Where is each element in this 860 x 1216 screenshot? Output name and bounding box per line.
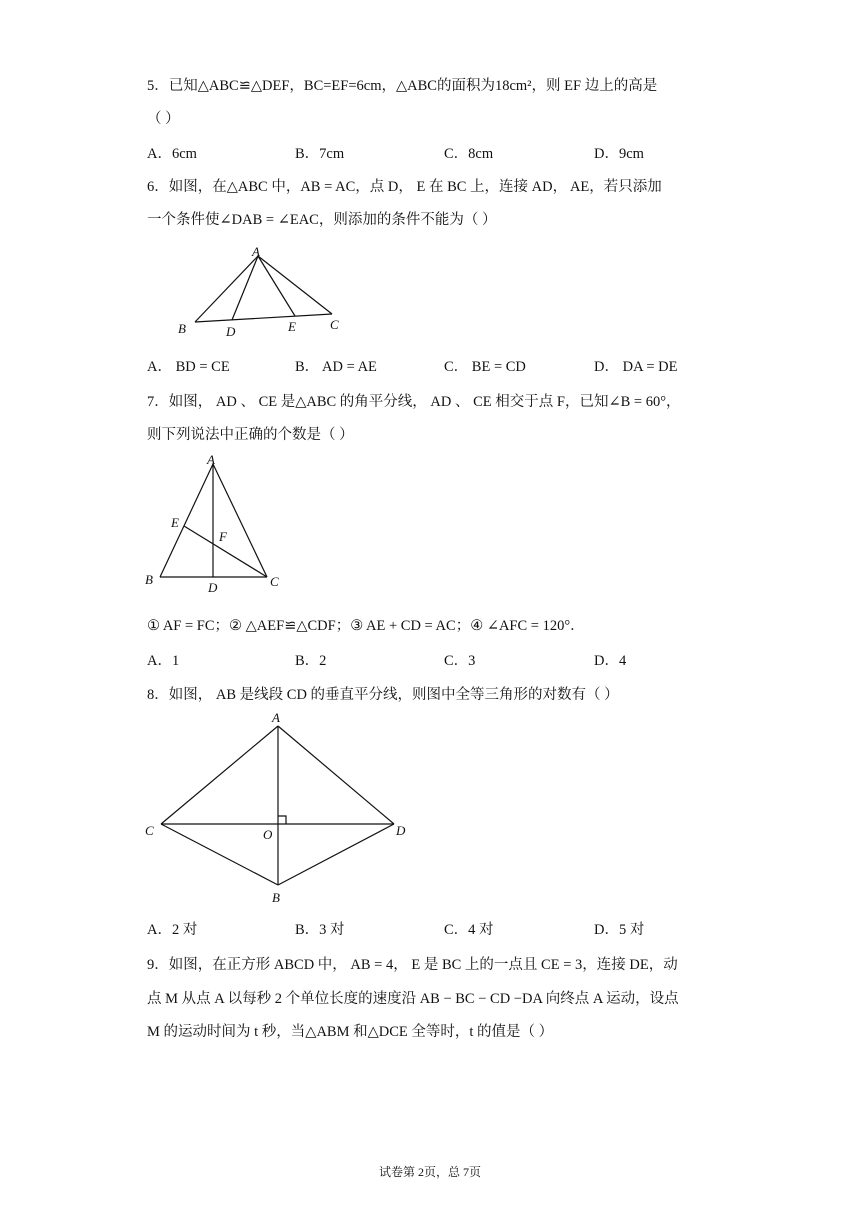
q7-label-d: D: [208, 580, 218, 595]
q7-label-e: E: [171, 515, 179, 530]
q8-label-c: C: [145, 823, 154, 838]
q6-label-c: C: [330, 317, 339, 332]
q7-label-a: A: [207, 452, 215, 467]
q6-stem-line2: 一个条件使∠DAB = ∠EAC，则添加的条件不能为（ ）: [147, 212, 497, 228]
q6-option-c[interactable]: C． BE = CD: [444, 359, 526, 375]
q7-label-b: B: [145, 572, 153, 587]
q6-option-d[interactable]: D． DA = DE: [594, 359, 678, 375]
q6-label-e: E: [288, 319, 296, 334]
q9-stem-line2: 点 M 从点 A 以每秒 2 个单位长度的速度沿 AB − BC − CD −DA 向终点 A 运动，设点: [147, 991, 679, 1007]
page-footer: 试卷第 2页，总 7页: [378, 1165, 481, 1179]
q7-label-c: C: [270, 574, 279, 589]
q7-stem-line1: 7．如图， AD 、 CE 是△ABC 的角平分线， AD 、 CE 相交于点 F，已知∠B = 60°，: [147, 394, 681, 410]
q7-option-c[interactable]: C．3: [444, 653, 476, 669]
q5-stem-line2: （ ）: [147, 111, 180, 127]
q7-option-d[interactable]: D．4: [594, 653, 627, 669]
q9-stem-line3: M 的运动时间为 t 秒，当△ABM 和△DCE 全等时，t 的值是（ ）: [147, 1024, 554, 1040]
q7-stem-line2: 则下列说法中正确的个数是（ ）: [147, 427, 354, 443]
q6-figure: [170, 242, 350, 342]
q7-label-f: F: [219, 529, 227, 544]
q7-statements: ① AF = FC；② △AEF≌△CDF；③ AE + CD = AC；④ ∠AFC = 120°．: [147, 618, 585, 634]
q5-option-d[interactable]: D．9cm: [594, 146, 644, 162]
q8-stem-line1: 8．如图， AB 是线段 CD 的垂直平分线，则图中全等三角形的对数有（ ）: [147, 687, 619, 703]
q7-figure: [140, 450, 290, 598]
q8-option-b[interactable]: B．3 对: [295, 922, 345, 938]
q5-option-b[interactable]: B．7cm: [295, 146, 345, 162]
q9-stem-line1: 9．如图，在正方形 ABCD 中， AB = 4， E 是 BC 上的一点且 CE = 3，连接 DE，动: [147, 957, 678, 973]
q8-label-b: B: [272, 890, 280, 905]
q7-option-b[interactable]: B．2: [295, 653, 327, 669]
q8-option-d[interactable]: D．5 对: [594, 922, 645, 938]
q7-option-a[interactable]: A．1: [147, 653, 180, 669]
q5-stem-line1: 5．已知△ABC≌△DEF，BC=EF=6cm，△ABC的面积为18cm²，则 EF 边上的高是: [147, 78, 658, 94]
q8-option-c[interactable]: C．4 对: [444, 922, 494, 938]
q8-figure: [140, 708, 420, 908]
q6-label-b: B: [178, 321, 186, 336]
q8-option-a[interactable]: A．2 对: [147, 922, 198, 938]
q6-option-a[interactable]: A． BD = CE: [147, 359, 230, 375]
q6-option-b[interactable]: B． AD = AE: [295, 359, 377, 375]
q6-label-a: A: [252, 244, 260, 259]
q6-stem-line1: 6．如图，在△ABC 中，AB = AC，点 D， E 在 BC 上，连接 AD， AE，若只添加: [147, 179, 662, 195]
q8-label-a: A: [272, 710, 280, 725]
q5-option-c[interactable]: C．8cm: [444, 146, 494, 162]
q6-label-d: D: [226, 324, 236, 339]
q5-option-a[interactable]: A．6cm: [147, 146, 197, 162]
q8-label-d: D: [396, 823, 406, 838]
q8-label-o: O: [263, 827, 273, 842]
